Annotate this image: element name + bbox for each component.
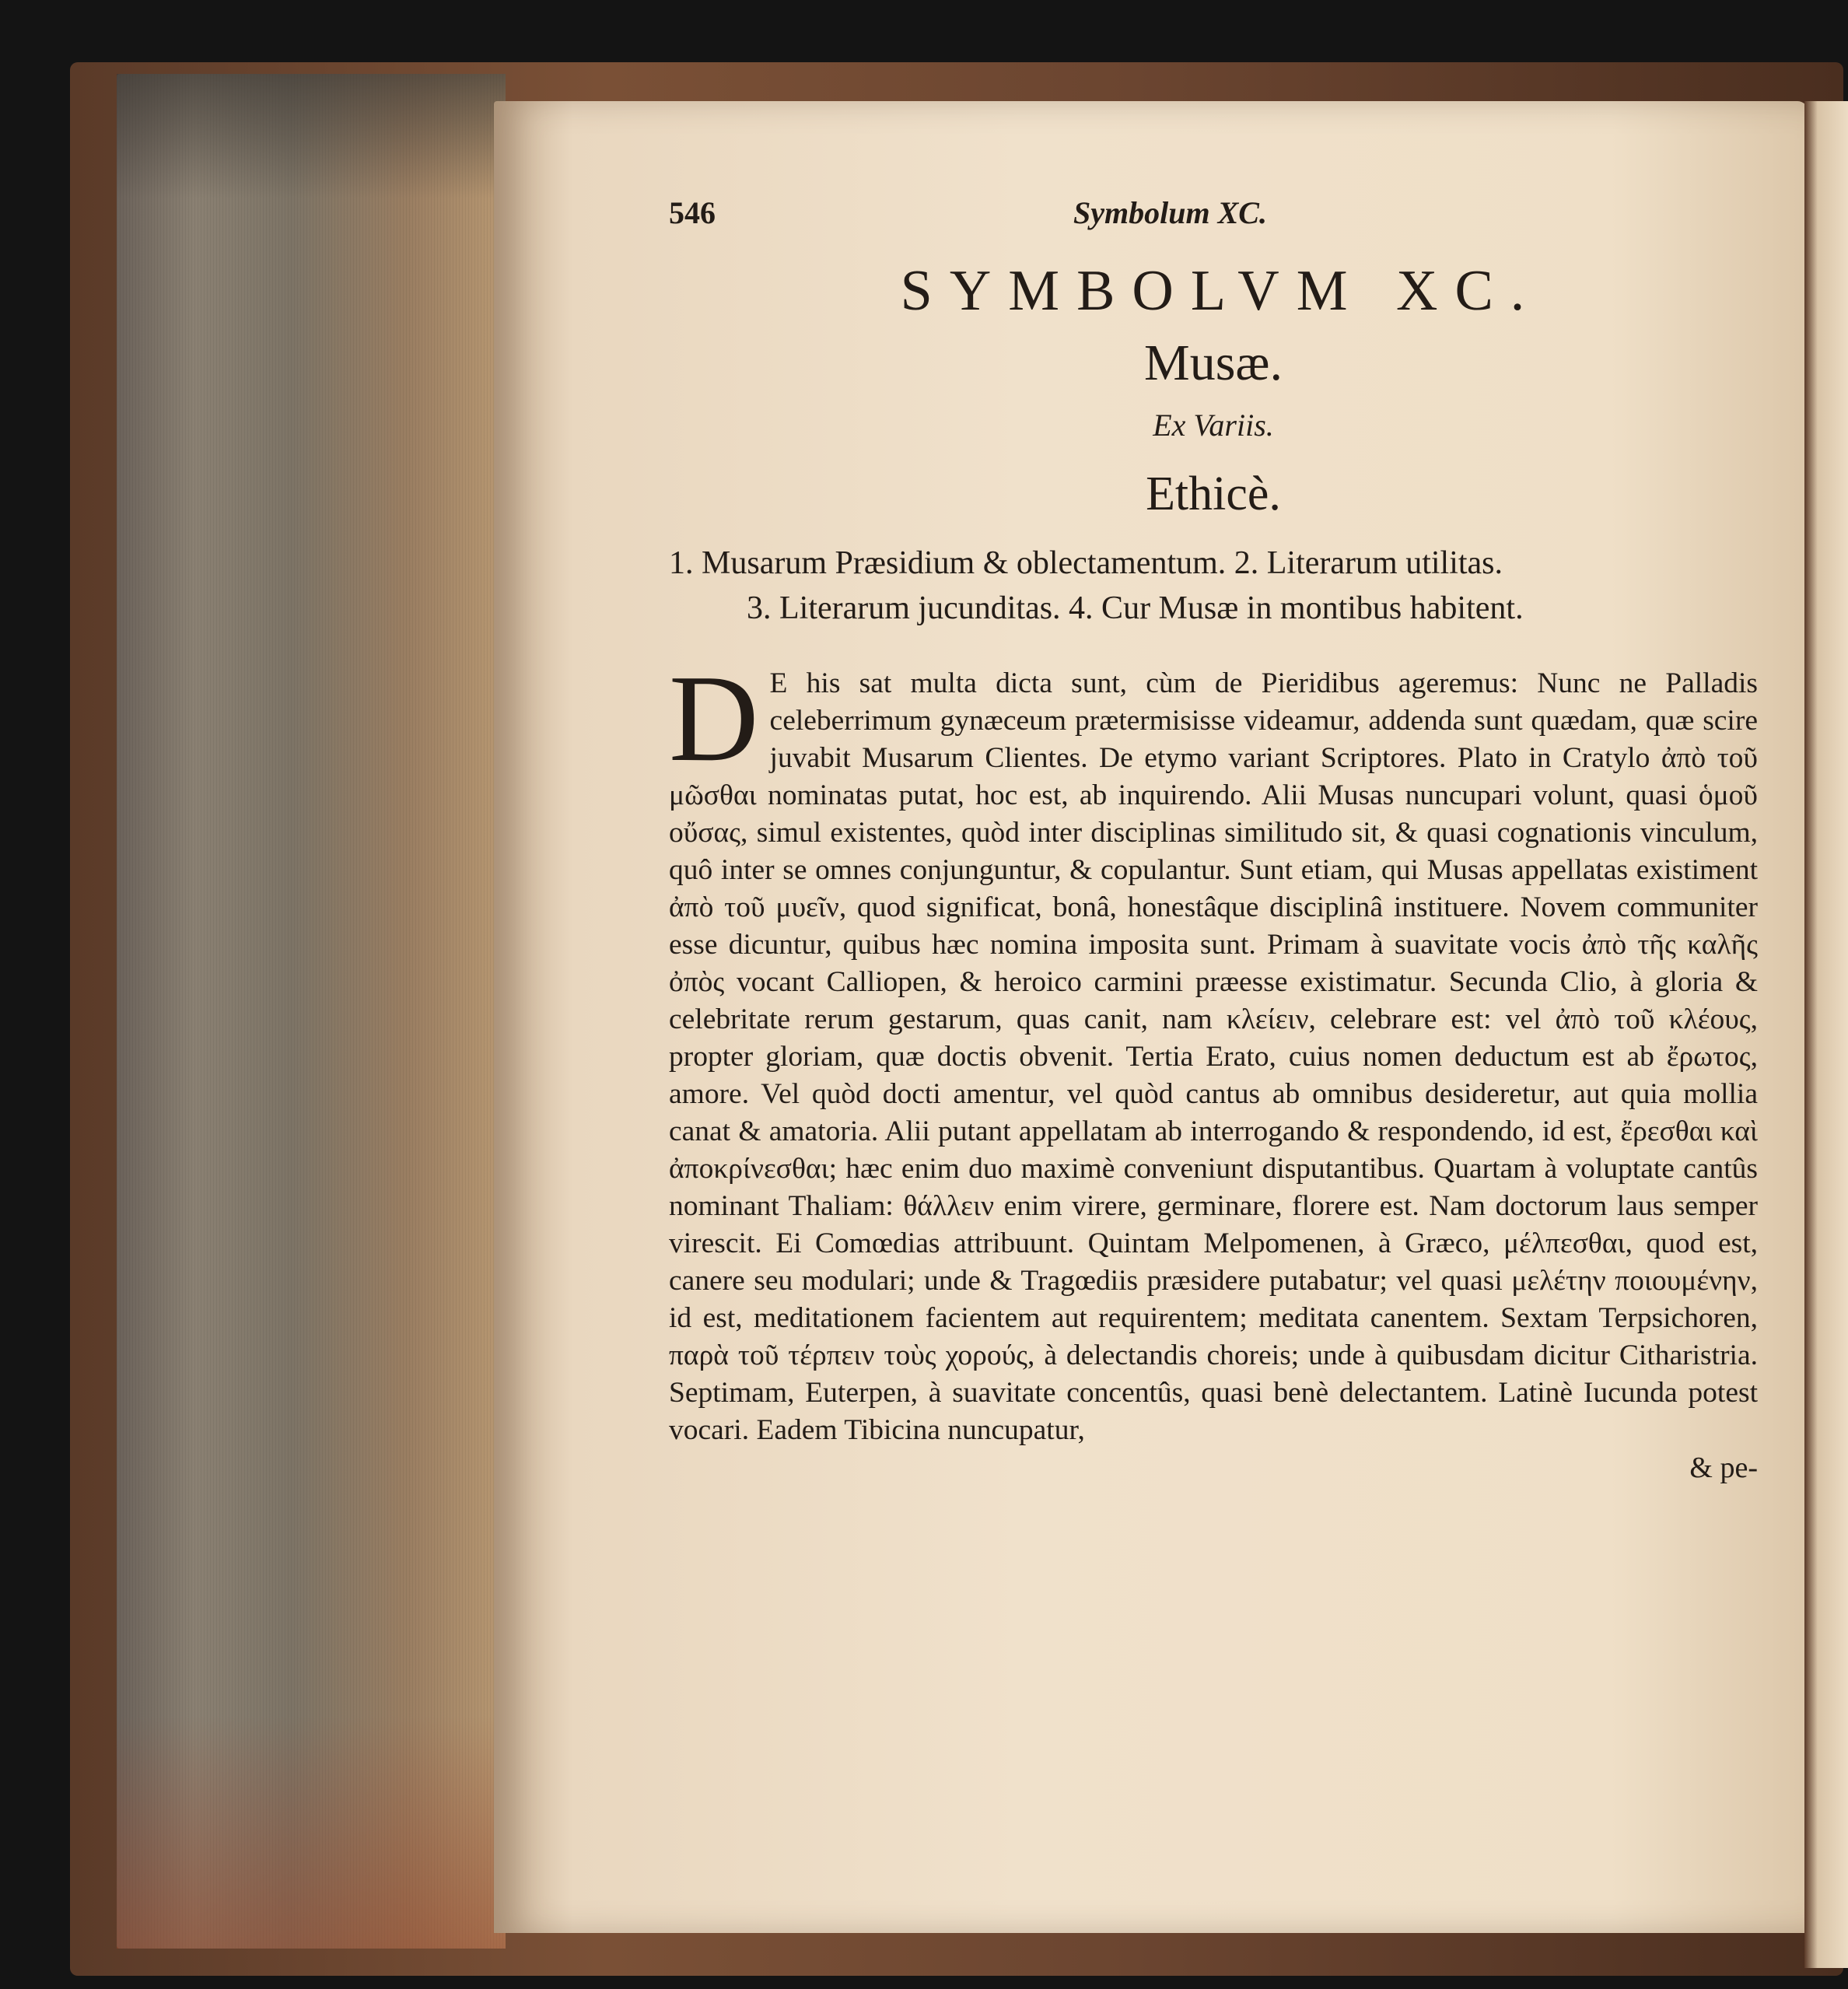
- chapter-summary: [669, 541, 1758, 631]
- page-number: 546: [669, 195, 716, 230]
- summary-line: 1. Musarum Præsidium & oblectamentum. 2. Literarum utilitas.: [669, 545, 1503, 581]
- drop-cap: D: [669, 649, 759, 787]
- running-head: [669, 194, 1758, 241]
- chapter-subtitle: Musæ.: [1144, 334, 1283, 391]
- chapter-source: Ex Variis.: [1153, 408, 1274, 443]
- facing-page-edge: [1804, 101, 1848, 1968]
- section-heading: Ethicè.: [1146, 467, 1281, 520]
- summary-line: 3. Literarum jucunditas. 4. Cur Musæ in montibus habitent.: [747, 590, 1524, 626]
- running-title: Symbolum XC.: [1073, 195, 1267, 230]
- page-content: [669, 194, 1758, 1485]
- body-text: E his sat multa dicta sunt, cùm de Pieridibus ageremus: Nunc ne Palladis celeberrimum gynæceum prætermisisse videamur, addenda sunt quædam, quæ scire juvabit Musarum Clientes. De etymo variant Scriptores. Plato in Cratylo ἀπὸ τοῦ μῶσθαι nominatas putat, hoc est, ab inquirendo. Alii Musas nuncupari volunt, quasi ὁμοῦ οὔσας, simul existentes, quòd inter disciplinas similitudo sit, & quasi cognationis vinculum, quô inter se omnes conjunguntur, & copulantur. Sunt etiam, qui Musas appellatas existiment ἀπὸ τοῦ μυεῖν, quod significat, bonâ, honestâque disciplinâ instituere. Novem communiter esse dicuntur, quibus hæc nomina imposita sunt. Primam à suavitate vocis ἀπὸ τῆς καλῆς ὀπὸς vocant Calliopen, & heroico carmini præesse existimatur. Secunda Clio, à gloria & celebritate rerum gestarum, quas canit, nam κλείειν, celebrare est: vel ἀπὸ τοῦ κλέους, propter gloriam, quæ doctis obvenit. Tertia Erato, cuius nomen deductum est ab ἔρωτος, amore. Vel quòd docti amentur, vel quòd cantus ab omnibus desideretur, aut quia mollia canat & amatoria. Alii putant appellatam ab interrogando & respondendo, id est, ἔρεσθαι καὶ ἀποκρίνεσθαι; hæc enim duo maximè conveniunt disputantibus. Quartam à voluptate cantûs nominant Thaliam: θάλλειν enim virere, germinare, florere est. Nam doctorum laus semper virescit. Ei Comœdias attribuunt. Quintam Melpomenen, à Græco, μέλπεσθαι, quod est, canere seu modulari; unde & Tragœdiis præsidere putabatur; vel quasi μελέτην ποιουμένην, id est, meditationem facientem aut requirentem; meditata canentem. Sextam Terpsichoren, παρὰ τοῦ τέρπειν τοὺς χορούς, à delectandis choreis; unde à quibusdam dicitur Citharistria. Septimam, Euterpen, à suavitate concentûs, quasi benè delectantem. Latinè Iucunda potest vocari. Eadem Tibicina nuncupatur,: [669, 667, 1758, 1446]
- page-edges: [117, 74, 506, 1949]
- chapter-title: SYMBOLVM XC.: [900, 259, 1542, 323]
- body-paragraph: [669, 649, 1758, 1449]
- catchword: & pe-: [1689, 1451, 1758, 1484]
